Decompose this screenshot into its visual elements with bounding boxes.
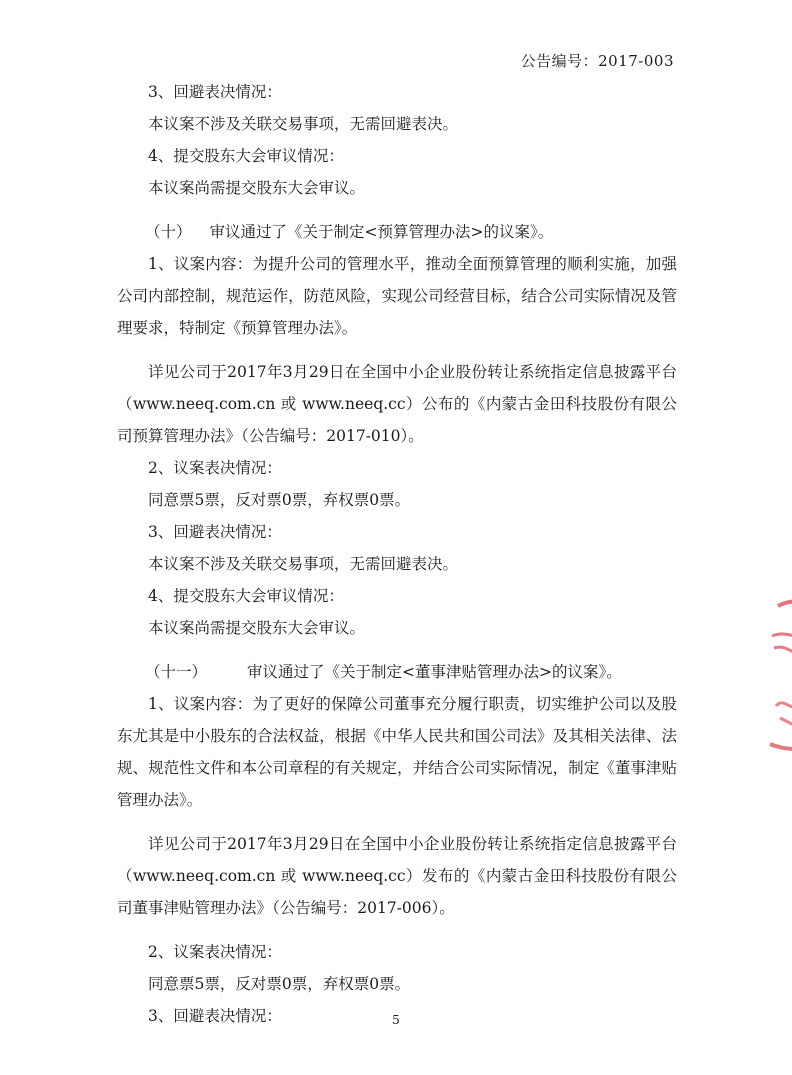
section-10-avoid-text: 本议案不涉及关联交易事项，无需回避表决。 <box>148 555 459 573</box>
section-11-vote-result: 同意票5票，反对票0票，弃权票0票。 <box>148 975 411 993</box>
section-10-number: （十） <box>145 223 192 241</box>
document-body <box>117 76 677 1032</box>
section-10-vote-result: 同意票5票，反对票0票，弃权票0票。 <box>148 491 411 509</box>
submit-text: 本议案尚需提交股东大会审议。 <box>148 179 366 197</box>
section-11-avoid-heading: 3、回避表决情况： <box>148 1007 282 1025</box>
section-11-title: 审议通过了《关于制定<董事津贴管理办法>的议案》。 <box>247 663 622 681</box>
section-11-heading <box>117 656 677 688</box>
section-10-heading <box>117 216 677 248</box>
section-11-detail: 详见公司于2017年3月29日在全国中小企业股份转让系统指定信息披露平台（www.neeq.com.cn 或 www.neeq.cc）发布的《内蒙古金田科技股份有限公司董事津贴管理办法》（公告编号：2017-006）。 <box>117 835 677 917</box>
section-10-submit-heading: 4、提交股东大会审议情况： <box>148 587 344 605</box>
seal-stamp-edge <box>766 596 792 766</box>
avoid-text: 本议案不涉及关联交易事项，无需回避表决。 <box>148 115 459 133</box>
section-11-content: 1、议案内容：为了更好的保障公司董事充分履行职责，切实维护公司以及股东尤其是中小股东的合法权益，根据《中华人民共和国公司法》及其相关法律、法规、规范性文件和本公司章程的有关规定，并结合公司实际情况，制定《董事津贴管理办法》。 <box>117 695 677 809</box>
section-10-submit-text: 本议案尚需提交股东大会审议。 <box>148 619 366 637</box>
section-10-avoid-heading: 3、回避表决情况： <box>148 523 282 541</box>
section-11-vote-heading: 2、议案表决情况： <box>148 943 282 961</box>
section-10-content: 1、议案内容：为提升公司的管理水平，推动全面预算管理的顺利实施，加强公司内部控制，规范运作，防范风险，实现公司经营目标，结合公司实际情况及管理要求，特制定《预算管理办法》。 <box>117 255 677 337</box>
page-number: 5 <box>392 1013 400 1027</box>
submit-heading: 4、提交股东大会审议情况： <box>148 147 344 165</box>
section-10-detail: 详见公司于2017年3月29日在全国中小企业股份转让系统指定信息披露平台（www.neeq.com.cn 或 www.neeq.cc）公布的《内蒙古金田科技股份有限公司预算管理办法》（公告编号：2017-010）。 <box>117 363 677 445</box>
section-10-vote-heading: 2、议案表决情况： <box>148 459 282 477</box>
announcement-number: 公告编号：2017-003 <box>520 52 674 70</box>
section-10-title: 审议通过了《关于制定<预算管理办法>的议案》。 <box>209 223 554 241</box>
avoid-heading: 3、回避表决情况： <box>148 83 282 101</box>
section-11-number: （十一） <box>145 663 208 681</box>
